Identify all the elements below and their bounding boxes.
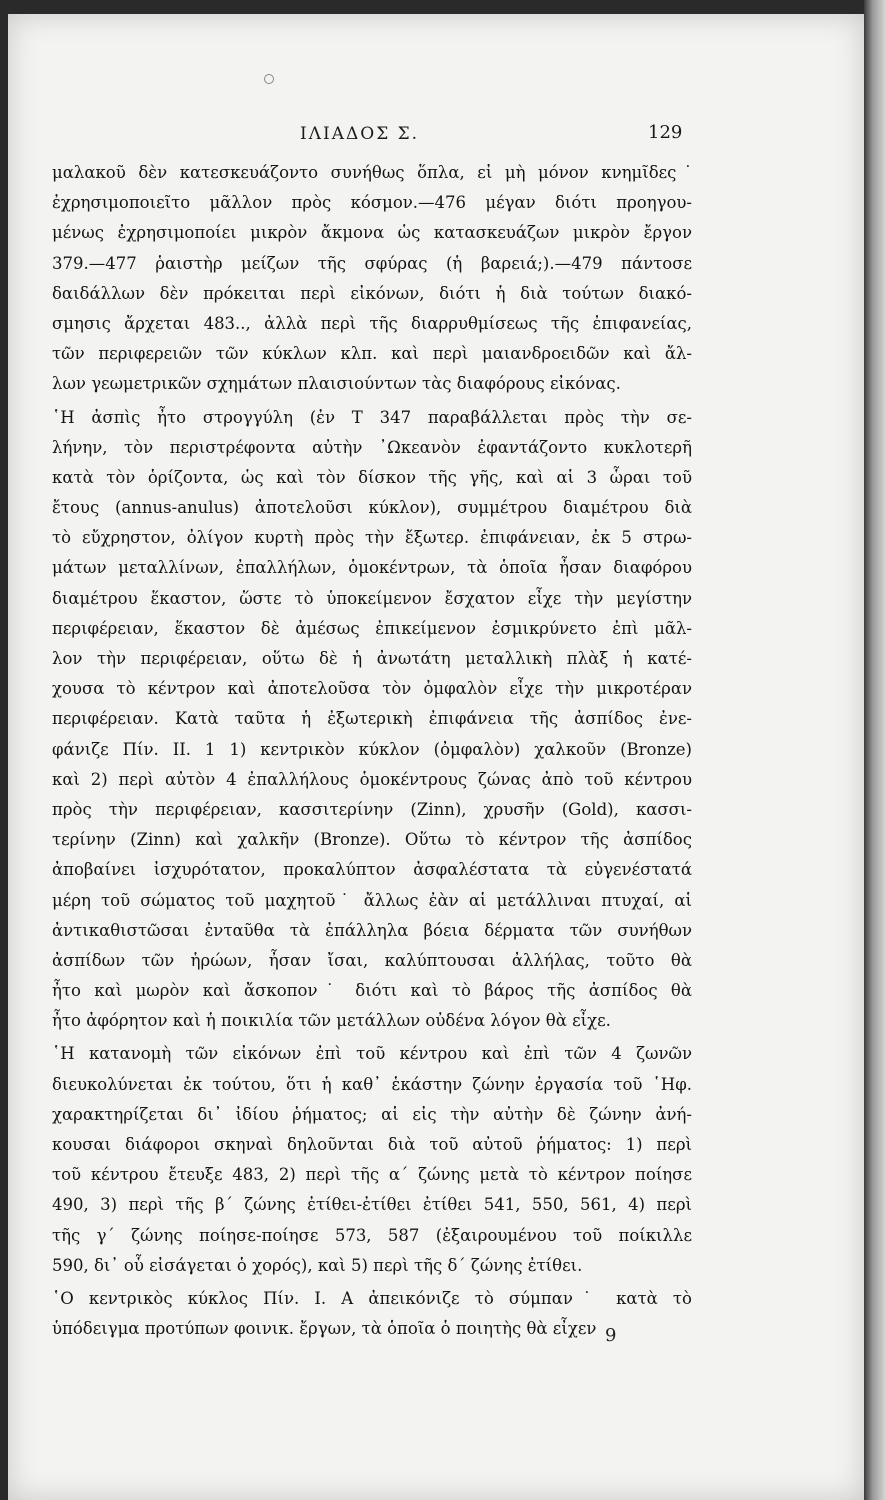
- page-edge-shadow: [864, 0, 886, 1500]
- text-line: σμησις ἄρχεται 483.., ἀλλὰ περὶ τῆς διαρρυθμίσεως τῆς ἐπιφανείας,: [52, 313, 692, 333]
- text-line: μέρη τοῦ σώματος τοῦ μαχητοῦ˙ ἄλλως ἐὰν αἱ μετάλλιναι πτυχαί, αἱ: [52, 890, 692, 910]
- text-line: φάνιζε Πίν. ΙΙ. 1 1) κεντρικὸν κύκλον (ὀμφαλὸν) χαλκοῦν (Bronze): [52, 739, 692, 759]
- text-line: τὸ εὔχρηστον, ὀλίγον κυρτὴ πρὸς τὴν ἔξωτερ. ἐπιφάνειαν, ἐκ 5 στρω-: [52, 528, 692, 548]
- text-line: λήνην, τὸν περιστρέφοντα αὐτὴν ᾿Ωκεανὸν ἐφαντάζοντο κυκλοτερῆ: [52, 437, 692, 457]
- text-line: καὶ 2) περὶ αὐτὸν 4 ἐπαλλήλους ὁμοκέντρους ζώνας ἀπὸ τοῦ κέντρου: [52, 769, 692, 789]
- text-line: ῾Η ἀσπὶς ἦτο στρογγύλη (ἐν Τ 347 παραβάλλεται πρὸς τὴν σε-: [52, 407, 692, 427]
- text-line: χουσα τὸ κέντρον καὶ ἀποτελοῦσα τὸν ὀμφαλὸν εἶχε τὴν μικροτέραν: [52, 679, 692, 699]
- running-title: ΙΛΙΑΔΟΣ Σ.: [300, 124, 420, 144]
- text-line: τῆς γ΄ ζώνης ποίησε-ποίησε 573, 587 (ἐξαιρουμένου τοῦ ποίκιλλε: [52, 1225, 692, 1245]
- paragraph: [52, 158, 692, 400]
- text-line: τερίνην (Zinn) καὶ χαλκῆν (Bronze). Οὕτω τὸ κέντρον τῆς ἀσπίδος: [52, 830, 692, 850]
- text-line: ὑπόδειγμα προτύπων φοινικ. ἔργων, τὰ ὁποῖα ὁ ποιητὴς θὰ εἶχεν: [52, 1319, 597, 1339]
- text-line: ἀποβαίνει ἰσχυρότατον, προκαλύπτον ἀσφαλέστατα τὰ εὐγενέστατά: [52, 860, 692, 880]
- text-line: τοῦ κέντρου ἔτευξε 483, 2) περὶ τῆς α΄ ζώνης μετὰ τὸ κέντρον ποίησε: [52, 1165, 692, 1185]
- text-line: διευκολύνεται ἐκ τούτου, ὅτι ἡ καθ᾿ ἑκάστην ζώνην ἐργασία τοῦ ῾Ηφ.: [52, 1074, 692, 1094]
- text-line: μένως ἐχρησιμοποίει μικρὸν ἄκμονα ὡς κατασκευάζων μικρὸν ἔργον: [52, 223, 692, 243]
- text-line: διαμέτρου ἕκαστον, ὥστε τὸ ὑποκείμενον ἔσχατον εἶχε τὴν μεγίστην: [52, 588, 692, 608]
- text-line: ἦτο ἀφόρητον καὶ ἡ ποικιλία τῶν μετάλλων οὐδένα λόγον θὰ εἶχε.: [52, 1011, 611, 1031]
- text-line: μαλακοῦ δὲν κατεσκευάζοντο συνήθως ὅπλα, εἰ μὴ μόνον κνημῖδες˙: [52, 163, 692, 182]
- text-line: ῾Η κατανομὴ τῶν εἰκόνων ἐπὶ τοῦ κέντρου καὶ ἐπὶ τῶν 4 ζωνῶν: [52, 1044, 692, 1064]
- page-header: [0, 118, 886, 148]
- text-line: μάτων μεταλλίνων, ἐπαλλήλων, ὁμοκέντρων, τὰ ὁποῖα ἦσαν διαφόρου: [52, 558, 692, 578]
- text-line: λον τὴν περιφέρειαν, οὕτω δὲ ἡ ἀνωτάτη μεταλλικὴ πλὰξ ἡ κατέ-: [52, 649, 692, 668]
- paragraph: [52, 1284, 692, 1344]
- signature-mark: 9: [605, 1325, 617, 1346]
- text-line: πρὸς τὴν περιφέρειαν, κασσιτερίνην (Zinn), χρυσῆν (Gold), κασσι-: [52, 799, 692, 819]
- text-line: κουσαι διάφοροι σκηναὶ δηλοῦνται διὰ τοῦ αὐτοῦ ῥήματος: 1) περὶ: [52, 1135, 692, 1154]
- text-line: χαρακτηρίζεται δι᾿ ἰδίου ῥήματος; αἱ εἰς τὴν αὐτὴν δὲ ζώνην ἀνή-: [52, 1104, 692, 1124]
- text-line: περιφέρειαν, ἕκαστον δὲ ἀμέσως ἐπικείμενον ἐσμικρύνετο ἐπὶ μᾶλ-: [52, 618, 692, 638]
- paper-speck: [264, 74, 274, 84]
- text-line: ἔτους (annus-anulus) ἀποτελοῦσι κύκλον), συμμέτρου διαμέτρου διὰ: [52, 498, 692, 518]
- text-line: 590, δι᾿ οὗ εἰσάγεται ὁ χορός), καὶ 5) περὶ τῆς δ΄ ζώνης ἐτίθει.: [52, 1255, 583, 1275]
- text-line: 379.—477 ῥαιστὴρ μείζων τῆς σφύρας (ἡ βαρειά;).—479 πάντοσε: [52, 253, 692, 273]
- text-line: κατὰ τὸν ὁρίζοντα, ὡς καὶ τὸν δίσκον τῆς γῆς, καὶ αἱ 3 ὧραι τοῦ: [52, 467, 692, 487]
- text-line: δαιδάλλων δὲν πρόκειται περὶ εἰκόνων, διότι ἡ διὰ τούτων διακό-: [52, 283, 692, 303]
- text-line: ἀσπίδων τῶν ἡρώων, ἦσαν ἴσαι, καλύπτουσαι ἀλλήλας, τοῦτο θὰ: [52, 950, 692, 970]
- text-line: ῾Ο κεντρικὸς κύκλος Πίν. Ι. Α ἀπεικόνιζε τὸ σύμπαν˙ κατὰ τὸ: [52, 1288, 692, 1308]
- text-line: ἐχρησιμοποιεῖτο μᾶλλον πρὸς κόσμον.—476 μέγαν διότι προηγου-: [52, 193, 692, 213]
- body-text: [52, 158, 692, 1344]
- text-line: λων γεωμετρικῶν σχημάτων πλαισιούντων τὰς διαφόρους εἰκόνας.: [52, 374, 621, 394]
- text-line: 490, 3) περὶ τῆς β΄ ζώνης ἐτίθει-ἐτίθει ἐτίθει 541, 550, 561, 4) περὶ: [52, 1195, 692, 1215]
- text-line: ἀντικαθιστῶσαι ἐνταῦθα τὰ ἐπάλληλα βόεια δέρματα τῶν συνήθων: [52, 920, 692, 940]
- text-line: περιφέρειαν. Κατὰ ταῦτα ἡ ἐξωτερικὴ ἐπιφάνεια τῆς ἀσπίδος ἐνε-: [52, 709, 692, 729]
- paragraph: [52, 403, 692, 1037]
- text-line: ἦτο καὶ μωρὸν καὶ ἄσκοπον˙ διότι καὶ τὸ βάρος τῆς ἀσπίδος θὰ: [52, 981, 692, 1001]
- text-line: τῶν περιφερειῶν τῶν κύκλων κλπ. καὶ περὶ μαιανδροειδῶν καὶ ἄλ-: [52, 344, 692, 364]
- page-number: 129: [648, 122, 683, 143]
- paragraph: [52, 1039, 692, 1281]
